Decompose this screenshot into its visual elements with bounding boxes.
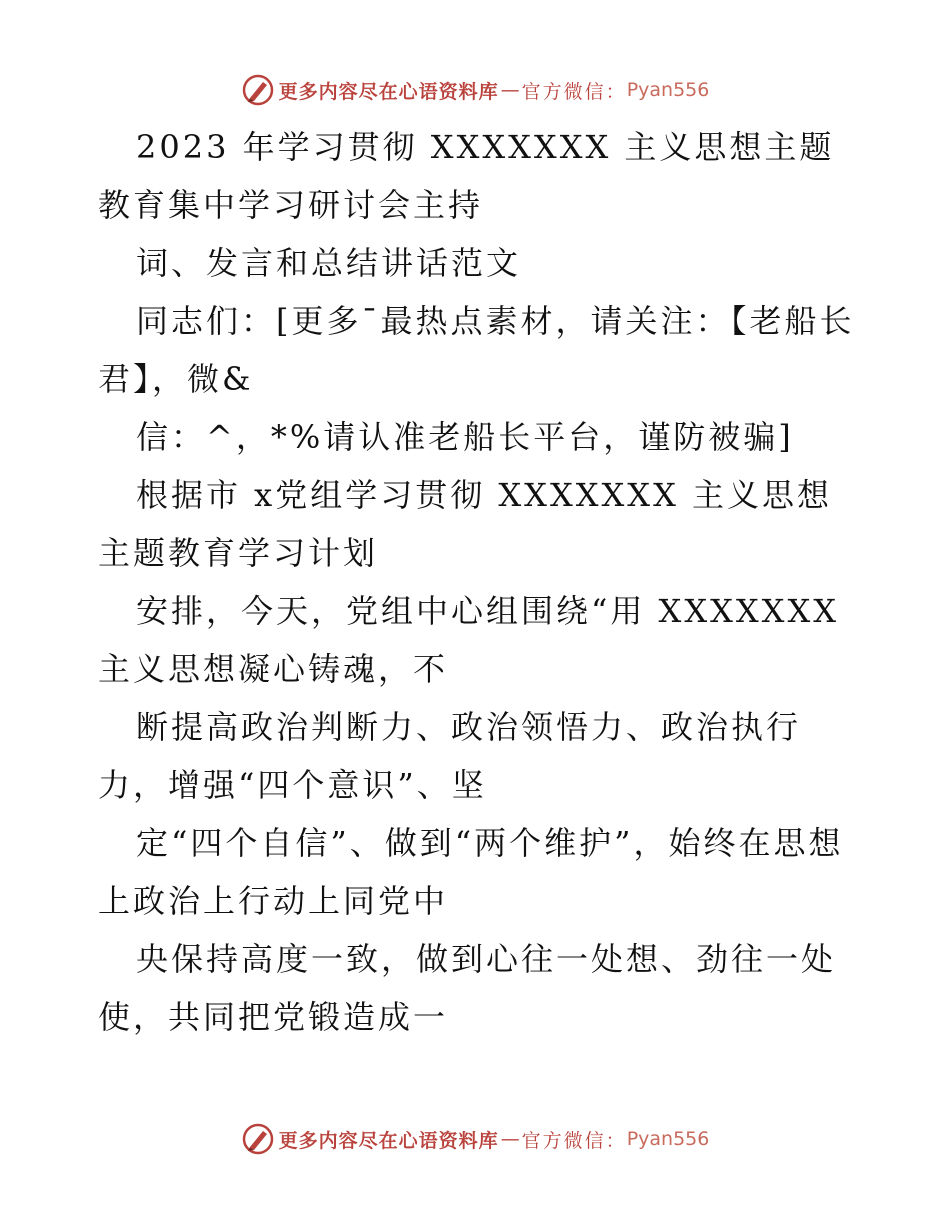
paragraph: 定“四个自信”、做到“两个维护”，始终在思想上政治上行动上同党中 [98, 824, 844, 920]
banner-wechat-id: Pyan556 [626, 1128, 710, 1150]
pen-logo-icon [241, 73, 275, 107]
paragraph: 断提高政治判断力、政治领悟力、政治执行力，增强“四个意识”、坚 [98, 708, 802, 804]
pen-logo-icon [241, 1122, 275, 1156]
footer-watermark [0, 1119, 950, 1159]
banner-main-text: 更多内容尽在心语资料库 [278, 80, 499, 103]
header-watermark [0, 70, 950, 110]
document-body [98, 118, 858, 1046]
paragraph-title: 2023 年学习贯彻 XXXXXXX 主义思想主题教育集中学习研讨会主持 [98, 128, 835, 224]
paragraph: 根据市 x党组学习贯彻 XXXXXXX 主义思想主题教育学习计划 [98, 476, 833, 572]
banner-dash: — [500, 1128, 520, 1150]
paragraph: 信：^，*%请认准老船长平台，谨防被骗] [136, 418, 794, 456]
banner-main-text: 更多内容尽在心语资料库 [278, 1129, 499, 1152]
paragraph: 央保持高度一致，做到心往一处想、劲往一处使，共同把党锻造成一 [98, 940, 837, 1036]
banner-dash: — [500, 79, 520, 101]
banner-sub-text: 官方微信： [521, 1129, 627, 1152]
paragraph: 同志们：[更多¯最热点素材，请关注：【老船长君】，微& [98, 302, 855, 398]
paragraph: 词、发言和总结讲话范文 [136, 244, 522, 282]
banner-sub-text: 官方微信： [521, 80, 627, 103]
banner-wechat-id: Pyan556 [626, 79, 710, 101]
paragraph: 安排，今天，党组中心组围绕“用 XXXXXXX 主义思想凝心铸魂，不 [98, 592, 853, 688]
